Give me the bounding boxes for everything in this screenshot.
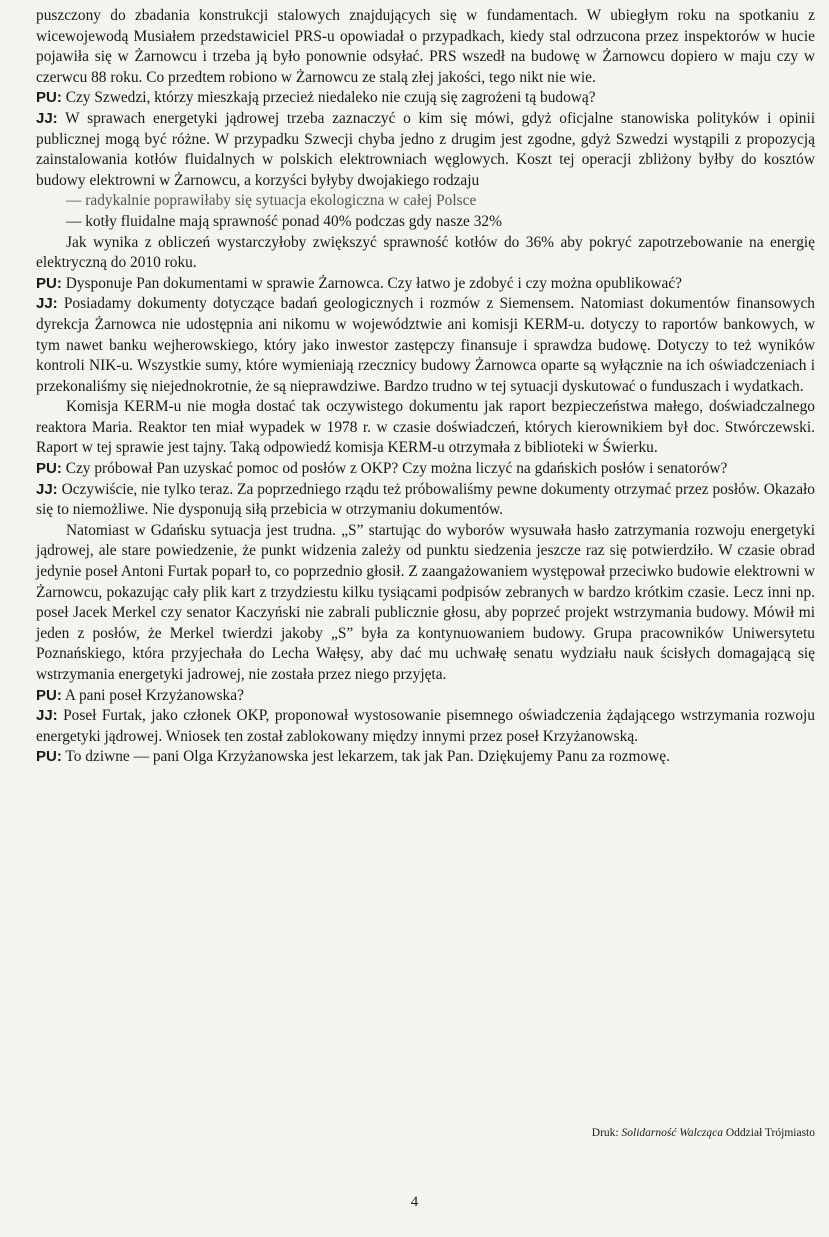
print-credit-suffix: Oddział Trójmiasto xyxy=(722,1127,815,1139)
speaker-label: JJ: xyxy=(36,295,58,313)
paragraph-question: PU: A pani poseł Krzyżanowska? xyxy=(36,686,244,704)
speaker-label: PU: xyxy=(36,460,62,478)
paragraph-question: PU: Czy próbował Pan uzyskać pomoc od posłów z OKP? Czy można liczyć na gdańskich posłów i senatorów? xyxy=(36,460,728,478)
print-credit xyxy=(592,1127,815,1139)
paragraph-question: PU: Czy Szwedzi, którzy mieszkają przecież niedaleko nie czują się zagrożeni tą budową? xyxy=(36,89,596,107)
bullet-item: — kotły fluidalne mają sprawność ponad 40% podczas gdy nasze 32% xyxy=(66,212,502,230)
paragraph-question: PU: Dysponuje Pan dokumentami w sprawie Żarnowca. Czy łatwo je zdobyć i czy można opublikować? xyxy=(36,274,683,292)
paragraph-answer: JJ: W sprawach energetyki jądrowej trzeba zaznaczyć o kim się mówi, gdyż oficjalne stanowiska polityków i opinii publicznej mogą być różne. W przypadku Szwecji chyba jedno z drugim jest zgodne, gdyż Szwedzi wystąpili z propozycją zainstalowania kotłów fluidalnych w polskich elektrowniach węglowych. Koszt tej operacji zbliżony byłby do kosztów budowy elektrowni w Żarnowcu, a korzyści byłyby dwojakiego rodzaju xyxy=(36,109,815,189)
speaker-label: JJ: xyxy=(36,480,58,498)
speaker-label: PU: xyxy=(36,686,62,704)
speaker-label: PU: xyxy=(36,89,62,107)
paragraph-answer: JJ: Poseł Furtak, jako członek OKP, proponował wystosowanie pisemnego oświadczenia żądającego wstrzymania rozwoju energetyki jądrowej. Wniosek ten został zablokowany między innymi przez poseł Krzyżanowską. xyxy=(36,707,815,745)
speaker-label: PU: xyxy=(36,274,62,292)
paragraph: Komisja KERM-u nie mogła dostać tak oczywistego dokumentu jak raport bezpieczeństwa małego, doświadczalnego reaktora Maria. Reaktor ten miał wypadek w 1978 r. w czasie doświadczeń, których kierownikiem był doc. Stwórczewski. Raport w tej sprawie jest tajny. Taką odpowiedź komisja KERM-u otrzymała z biblioteki w Świerku. xyxy=(36,398,815,457)
article-body xyxy=(36,6,815,768)
paragraph-question: PU: To dziwne — pani Olga Krzyżanowska jest lekarzem, tak jak Pan. Dziękujemy Panu za rozmowę. xyxy=(36,748,670,766)
paragraph-answer: JJ: Oczywiście, nie tylko teraz. Za poprzedniego rządu też próbowaliśmy pewne dokumenty otrzymać przez posłów. Okazało się to niemożliwe. Nie dysponują siłą przebicia w otrzymaniu dokumentów. xyxy=(36,480,815,519)
paragraph: Natomiast w Gdańsku sytuacja jest trudna. „S” startując do wyborów wysuwała hasło zatrzymania rozwoju energetyki jądrowej, ale stare powiedzenie, że punkt widzenia zależy od punktu siedzenia jeszcze raz się potwierdziło. W czasie obrad jedynie poseł Antoni Furtak poparł to, co poprzednio głosił. Z zaangażowaniem występował przeciwko budowie elektrowni w Żarnowcu, pokazując cały plik kart z trzydziestu kilku tysiącami podpisów zebranych w bardzo krótkim czasie. Lecz inni np. poseł Jacek Merkel czy senator Kaczyński nie zabrali publicznie głosu, aby poprzeć projekt wstrzymania budowy. Mówił mi jeden z posłów, że Merkel twierdzi jakoby „S” była za kontynuowaniem budowy. Grupa pracowników Uniwersytetu Poznańskiego, która przyjechała do Lecha Wałęsy, aby dać mu uchwałę senatu wydziału nauk ścisłych domagającą się wstrzymania energetyki jadrowej, nie została przez niego przyjęta. xyxy=(36,521,815,683)
speaker-label: JJ: xyxy=(36,109,58,127)
bullet-item: — radykalnie poprawiłaby się sytuacja ekologiczna w całej Polsce xyxy=(66,192,477,210)
publisher-name: Solidarność Walcząca xyxy=(621,1127,723,1139)
paragraph: puszczony do zbadania konstrukcji stalowych znajdujących się w fundamentach. W ubiegłym roku na spotkaniu z wicewojewodą Musiałem przedstawiciel PRS-u opowiadał o przypadkach, kiedy stal odrzucona przez inspektorów w hucie pojawiła się w Żarnowcu i trzeba ją było ponownie odsyłać. PRS wszedł na budowę w Żarnowcu dopiero w maju czy w czerwcu 88 roku. Co przedtem robiono w Żarnowcu ze stalą złej jakości, tego nikt nie wie. xyxy=(36,7,815,86)
page-number: 4 xyxy=(410,1194,419,1210)
print-credit-prefix: Druk: xyxy=(591,1127,622,1139)
speaker-label: PU: xyxy=(36,748,62,766)
speaker-label: JJ: xyxy=(36,707,58,725)
paragraph-answer: JJ: Posiadamy dokumenty dotyczące badań geologicznych i rozmów z Siemensem. Natomiast dokumentów finansowych dyrekcja Żarnowca nie udostępnia ani nikomu w województwie ani komisji KERM-u. dotyczy to raportów bankowych, w tym nawet banku wejherowskiego, który jako inwestor zastępczy finansuje i sprawdza budowę. Dotyczy to też wyników kontroli NIK-u. Wszystkie sumy, które wymieniają rzecznicy budowy Żarnowca oparte są wyłącznie na ich oświadczeniach i przekonaliśmy się niejednokrotnie, że są nieprawdziwe. Bardzo trudno w tej sytuacji dyskutować o funduszach i wydatkach. xyxy=(36,295,815,395)
paragraph: Jak wynika z obliczeń wystarczyłoby zwiększyć sprawność kotłów do 36% aby pokryć zapotrzebowanie na energię elektryczną do 2010 roku. xyxy=(36,233,815,272)
